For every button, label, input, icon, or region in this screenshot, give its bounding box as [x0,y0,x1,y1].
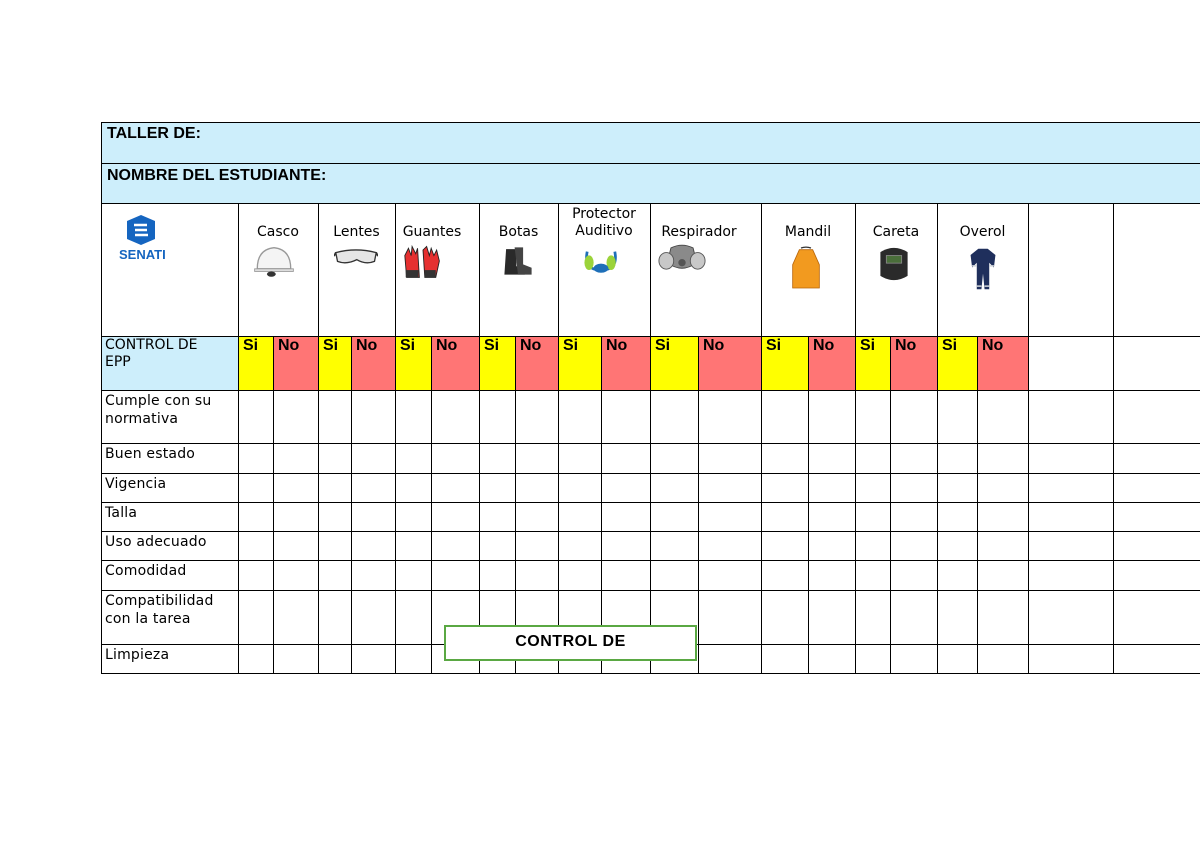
ppe-respirador [650,204,761,336]
taller-row [101,122,1200,163]
ppe-label: Respirador [661,224,737,240]
student-row [101,163,1200,203]
criteria-label: Compatibilidad con la tarea [105,593,214,627]
coverall-icon [969,242,997,296]
careta-si-header: Si [855,336,890,390]
boots-icon [501,242,535,280]
gloves-icon [403,242,443,280]
grid-line [351,336,352,674]
grid-line [761,203,762,674]
grid-line [101,122,1200,123]
taller-label: TALLER DE: [107,125,201,142]
grid-line [808,336,809,674]
criteria-label: Limpieza [105,647,170,663]
criteria-label: Cumple con su normativa [105,393,212,427]
criteria-label: Vigencia [105,476,167,492]
respirador-si-header: Si [650,336,698,390]
grid-line [937,203,938,674]
grid-line [1028,203,1029,674]
criteria-label: Buen estado [105,446,196,462]
grid-line [101,122,102,674]
careta-no-header: No [890,336,937,390]
helmet-icon [252,242,296,278]
grid-line [698,336,699,674]
casco-no-header: No [273,336,318,390]
criteria-label: Uso adecuado [105,534,207,550]
grid-line [238,203,239,674]
grid-line [318,203,319,674]
earplugs-icon [578,242,624,276]
respirator-icon [658,242,706,276]
grid-line [890,336,891,674]
criteria-label: Talla [105,505,138,521]
grid-line [101,163,1200,164]
apron-icon [791,242,821,294]
ppe-lentes [318,204,395,336]
senati-logo [111,213,171,273]
grid-line [273,336,274,674]
grid-line [977,336,978,674]
auditivo-si-header: Si [558,336,601,390]
ppe-label: Guantes [402,224,462,240]
botas-si-header: Si [479,336,515,390]
ppe-casco [238,204,318,336]
ppe-botas [479,204,558,336]
lentes-no-header: No [351,336,395,390]
control-stamp-box: CONTROL DE [444,625,697,661]
control-epp-header [101,336,238,390]
ppe-overol [937,204,1028,336]
casco-si-header: Si [238,336,273,390]
senati-logo-icon [111,213,171,247]
grid-line [650,203,651,674]
lentes-si-header: Si [318,336,351,390]
overol-no-header: No [977,336,1028,390]
ppe-protector-auditivo [558,204,650,336]
criteria-label: Comodidad [105,563,187,579]
epp-control-sheet [101,122,1200,674]
mandil-si-header: Si [761,336,808,390]
student-name-label: NOMBRE DEL ESTUDIANTE: [107,167,327,184]
control-epp-label: CONTROL DE EPP [105,337,198,370]
ppe-label: Careta [872,224,920,240]
auditivo-no-header: No [601,336,650,390]
ppe-guantes [395,204,479,336]
ppe-label: Mandil [784,224,832,240]
ppe-label: Lentes [333,224,380,240]
ppe-label: Casco [257,224,299,240]
welding-mask-icon [877,242,911,286]
botas-no-header: No [515,336,558,390]
ppe-label: Protector Auditivo [572,206,636,239]
respirador-no-header: No [698,336,761,390]
guantes-no-header: No [431,336,479,390]
guantes-si-header: Si [395,336,431,390]
overol-si-header: Si [937,336,977,390]
grid-line [479,203,480,674]
grid-line [431,336,432,674]
ppe-label: Botas [498,224,539,240]
mandil-no-header: No [808,336,855,390]
grid-line [855,203,856,674]
grid-line [395,203,396,674]
ppe-label: Overol [959,224,1006,240]
grid-line [515,336,516,674]
grid-line [558,203,559,674]
ppe-careta [855,204,937,336]
ppe-mandil [761,204,855,336]
safety-glasses-icon [334,242,378,272]
senati-logo-text: SENATI [119,247,166,262]
grid-line [601,336,602,674]
grid-line [1113,203,1114,674]
